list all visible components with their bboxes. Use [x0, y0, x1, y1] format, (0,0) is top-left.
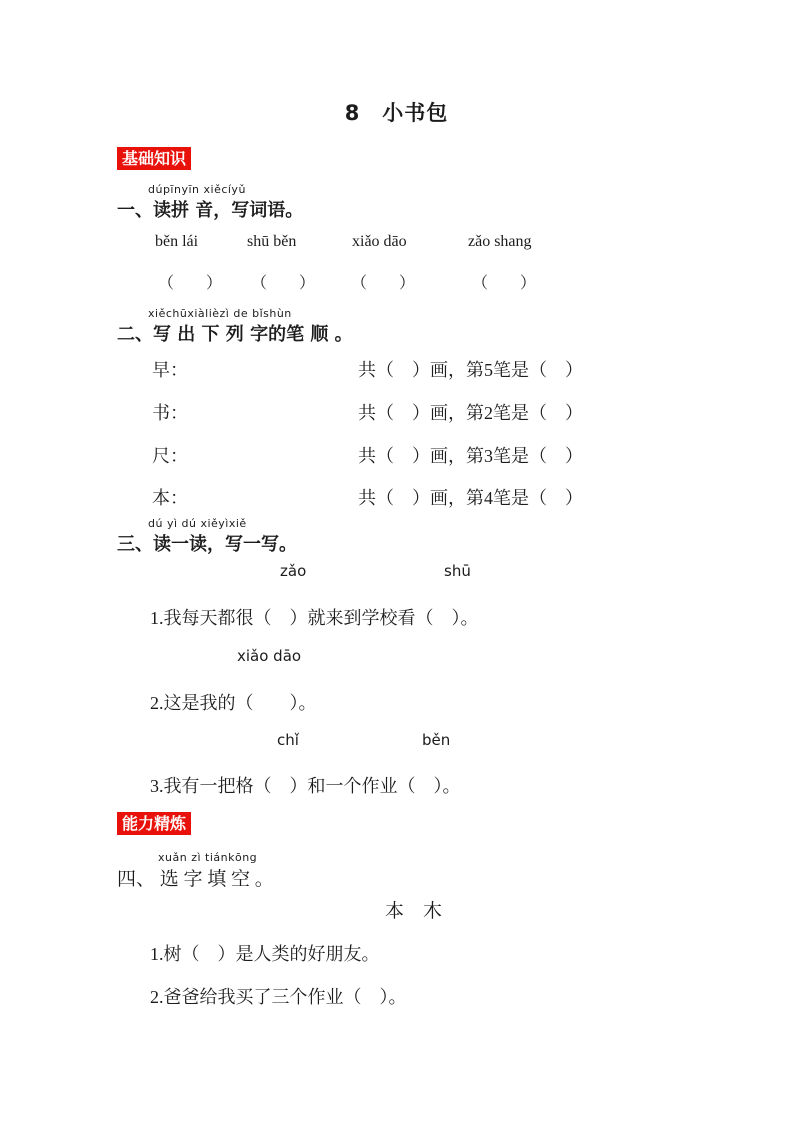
answer-blank: （ ） [158, 275, 223, 292]
pinyin-word: xiǎo dāo [352, 233, 407, 250]
section3-heading: 三、读一读，写一写。 [117, 534, 297, 555]
fill-in-sentence: 3.我有一把格（ ）和一个作业（ ）。 [150, 776, 461, 796]
fill-in-sentence: 1.我每天都很（ ）就来到学校看（ ）。 [150, 608, 479, 628]
fill-in-sentence: 2.这是我的（ ）。 [150, 693, 317, 713]
answer-blank: （ ） [351, 275, 416, 292]
ability-practice-badge: 能力精炼 [117, 812, 191, 835]
pinyin-hint: běn [422, 731, 451, 749]
pinyin-hint: xiǎo dāo [237, 647, 302, 665]
pinyin-hint: shū [444, 562, 471, 580]
section1-pinyin: dúpīnyīn xiěcíyǔ [148, 183, 246, 196]
stroke-row-question: 共（ ）画，第4笔是（ ） [358, 488, 583, 508]
answer-blank: （ ） [251, 275, 316, 292]
stroke-row-question: 共（ ）画，第5笔是（ ） [358, 360, 583, 380]
basic-knowledge-badge: 基础知识 [117, 147, 191, 170]
pinyin-hint: chǐ [277, 731, 299, 749]
stroke-row-char: 本： [152, 488, 188, 508]
section4-pinyin: xuǎn zì tiánkōng [158, 851, 258, 864]
fill-in-sentence: 2.爸爸给我买了三个作业（ ）。 [150, 987, 407, 1007]
character-options: 本 木 [385, 901, 443, 922]
stroke-row-question: 共（ ）画，第3笔是（ ） [358, 446, 583, 466]
section2-heading: 二、写 出 下 列 字的笔 顺 。 [117, 324, 353, 345]
lesson-title: 8 小书包 [344, 101, 449, 125]
pinyin-word: shū běn [247, 233, 297, 250]
stroke-row-question: 共（ ）画，第2笔是（ ） [358, 403, 583, 423]
pinyin-word: zǎo shang [468, 233, 532, 250]
pinyin-hint: zǎo [280, 562, 307, 580]
section2-pinyin: xiěchūxiàlièzì de bǐshùn [148, 307, 292, 320]
fill-in-sentence: 1.树（ ）是人类的好朋友。 [150, 944, 380, 964]
stroke-row-char: 尺： [152, 446, 188, 466]
stroke-row-char: 早： [152, 360, 188, 380]
stroke-row-char: 书： [152, 403, 188, 423]
answer-blank: （ ） [472, 275, 537, 292]
section3-pinyin: dú yì dú xiěyìxiě [148, 517, 247, 530]
section1-heading: 一、读拼 音，写词语。 [117, 200, 304, 221]
section4-heading: 四、 选 字 填 空 。 [117, 869, 274, 890]
pinyin-word: běn lái [155, 233, 199, 250]
